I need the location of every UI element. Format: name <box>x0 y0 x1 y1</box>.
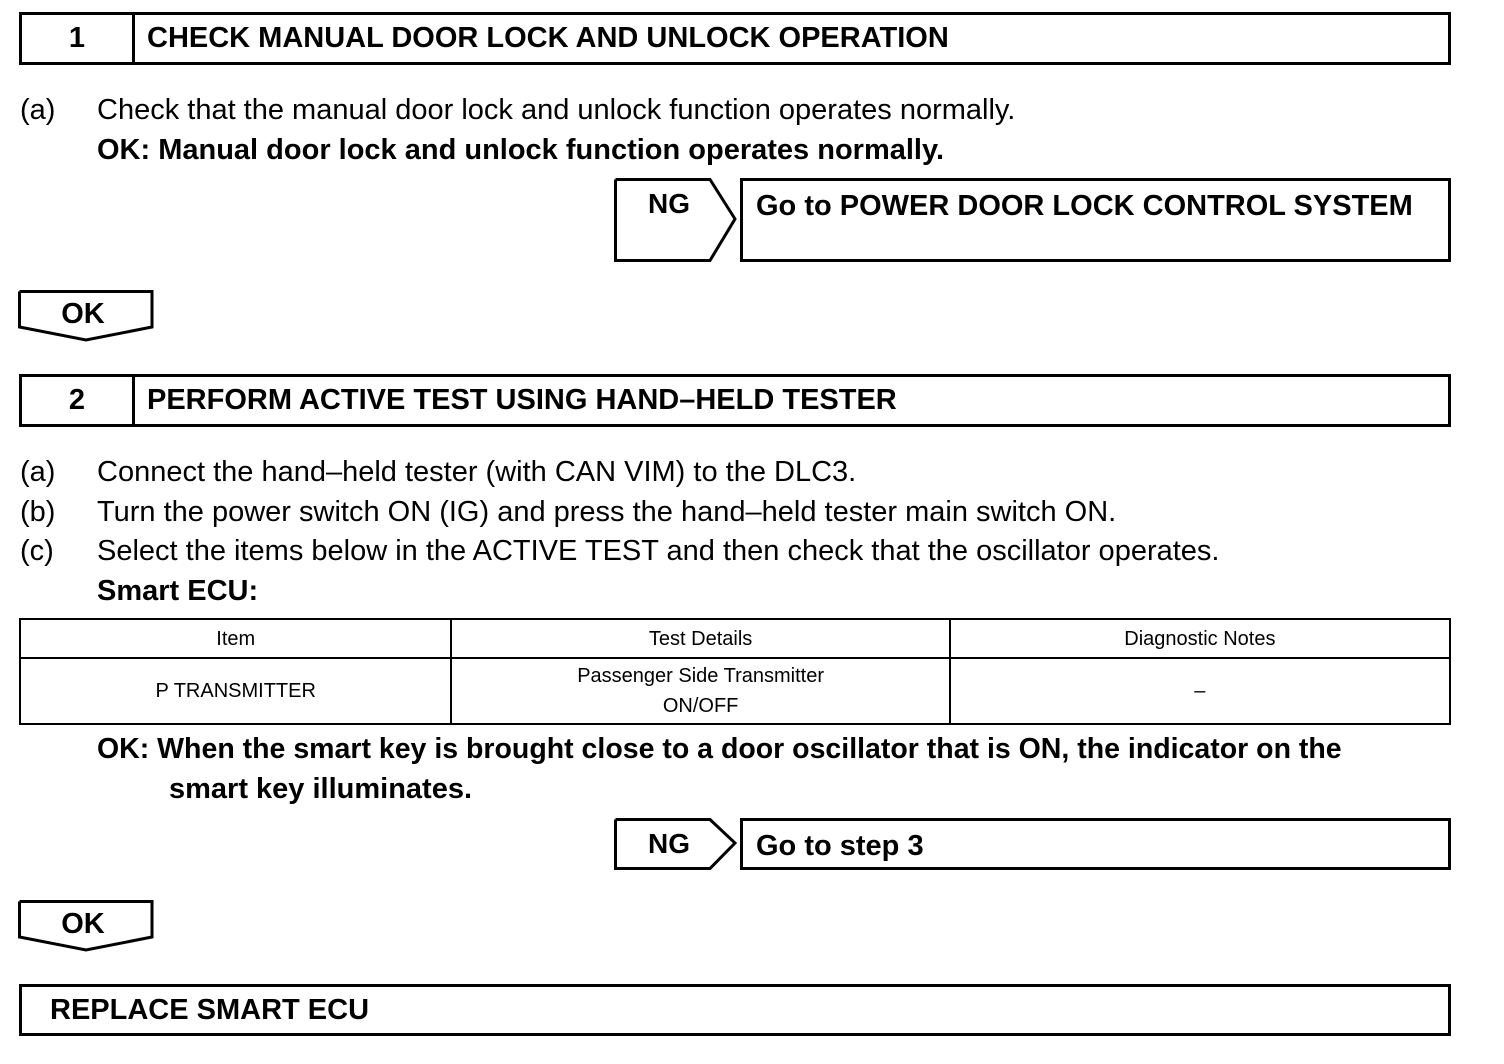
smart-ecu-caption: Smart ECU: <box>97 575 259 607</box>
step-2-ok-criteria-line2: smart key illuminates. <box>169 773 473 805</box>
cell-test-details-line2: ON/OFF <box>662 695 739 717</box>
step-2-ok-arrow[interactable] <box>18 900 154 952</box>
step-1-ng-arrow[interactable] <box>614 178 738 262</box>
header-diagnostic-notes: Diagnostic Notes <box>950 619 1450 658</box>
header-test-details: Test Details <box>451 619 949 658</box>
header-item: Item <box>20 619 451 658</box>
step-1-number: 1 <box>22 15 135 62</box>
step-1-ok-criteria: OK: Manual door lock and unlock function operates normally. <box>97 134 945 166</box>
step-2-ok-label: OK <box>61 908 105 940</box>
step-2-instruction-b-text: Turn the power switch ON (IG) and press the hand–held tester main switch ON. <box>97 496 1117 528</box>
active-test-table <box>19 618 1451 725</box>
replace-smart-ecu-box <box>19 984 1451 1036</box>
step-2-title: PERFORM ACTIVE TEST USING HAND–HELD TESTER <box>147 384 897 416</box>
table-row <box>20 658 1450 724</box>
step-2-ng-arrow[interactable] <box>614 818 738 870</box>
step-2-instruction-c-text: Select the items below in the ACTIVE TEST and then check that the oscillator operates. <box>97 535 1220 567</box>
cell-item: P TRANSMITTER <box>20 658 451 724</box>
cell-diagnostic-notes: – <box>950 658 1450 724</box>
step-2-instruction-c-label: (c) <box>20 535 54 567</box>
step-2-ok-criteria-line1: OK: When the smart key is brought close to a door oscillator that is ON, the indicator on the <box>97 733 1342 765</box>
step-1-instruction-a-text: Check that the manual door lock and unlock function operates normally. <box>97 94 1016 126</box>
step-2-instruction-a-label: (a) <box>20 456 56 488</box>
step-1-ok-arrow[interactable] <box>18 290 154 342</box>
step-2-instruction-b-label: (b) <box>20 496 56 528</box>
step-2-ng-result: Go to step 3 <box>740 818 1451 870</box>
step-2-instruction-a-text: Connect the hand–held tester (with CAN VIM) to the DLC3. <box>97 456 857 488</box>
step-1-title: CHECK MANUAL DOOR LOCK AND UNLOCK OPERATION <box>147 22 949 54</box>
step-2-ng-label: NG <box>648 828 690 859</box>
cell-test-details <box>451 658 949 724</box>
step-2-number: 2 <box>22 377 135 424</box>
cell-test-details-line1: Passenger Side Transmitter <box>577 665 824 687</box>
step-1-header <box>19 12 1451 65</box>
table-header-row <box>20 619 1450 658</box>
step-1-ng-result: Go to POWER DOOR LOCK CONTROL SYSTEM <box>740 178 1451 262</box>
step-2-header <box>19 374 1451 427</box>
step-1-ok-label: OK <box>61 298 105 330</box>
final-title: REPLACE SMART ECU <box>50 993 370 1026</box>
step-1-ng-label: NG <box>648 188 690 219</box>
step-1-instruction-a-label: (a) <box>20 94 56 126</box>
